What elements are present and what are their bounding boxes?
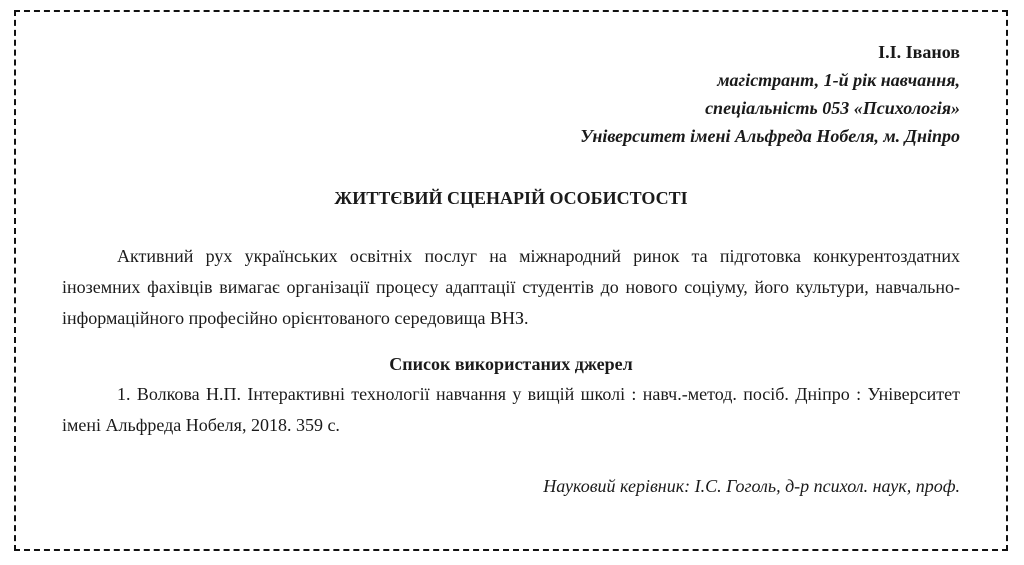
references-title: Список використаних джерел — [389, 354, 633, 374]
author-status: магістрант, 1-й рік навчання, — [717, 70, 960, 90]
author-name: І.І. Іванов — [878, 42, 960, 62]
author-specialty: спеціальність 053 «Психологія» — [705, 98, 960, 118]
reference-item: 1. Волкова Н.П. Інтерактивні технології навчання у вищій школі : навч.-метод. посіб. Дніпро : Університет імені Альфреда Нобеля, 2018. 359 с. — [62, 384, 960, 435]
author-university: Університет імені Альфреда Нобеля, м. Дніпро — [580, 126, 960, 146]
article-title: ЖИТТЄВИЙ СЦЕНАРІЙ ОСОБИСТОСТІ — [334, 188, 688, 208]
author-block — [62, 38, 960, 150]
supervisor-line: Науковий керівник: І.С. Гоголь, д-р психол. наук, проф. — [543, 476, 960, 496]
abstract-paragraph: Активний рух українських освітніх послуг на міжнародний ринок та підготовка конкурентоздатних іноземних фахівців вимагає організації процесу адаптації студентів до нового соціуму, його культури, навчально-інформаційного професійно орієнтованого середовища ВНЗ. — [62, 246, 960, 328]
document-body — [62, 38, 960, 497]
